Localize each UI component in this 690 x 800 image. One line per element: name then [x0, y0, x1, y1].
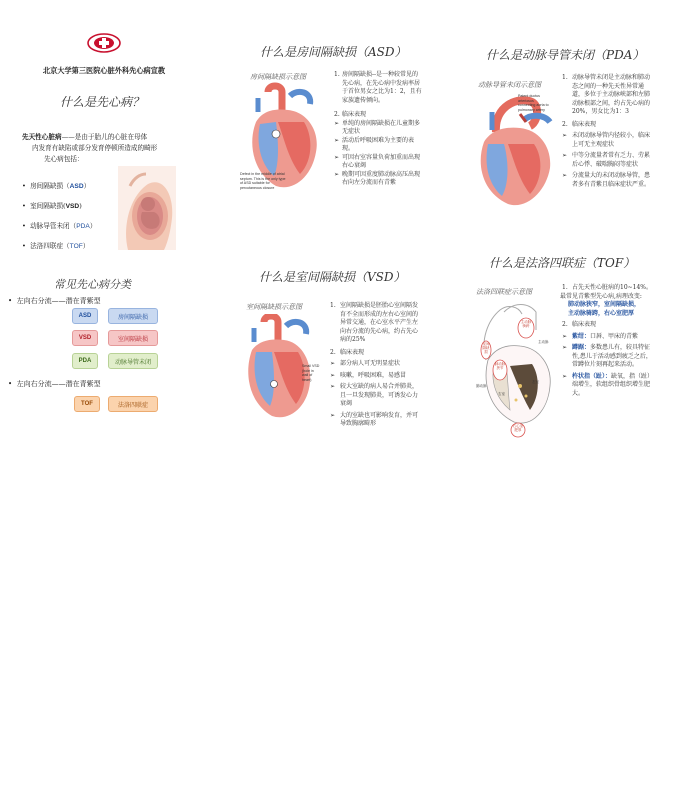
- tof-label-pa: 肺动脉: [476, 384, 487, 388]
- asd-b2: ➢ 活动后呼吸困难为主要的表现。: [334, 136, 415, 152]
- tag-asd: 房间隔缺损: [108, 308, 158, 324]
- asd-b3: ➢ 可因右室容量负荷加重而出现右心衰竭: [334, 153, 421, 169]
- list-item: • 法洛四联症（TOF）: [22, 242, 90, 250]
- logo-icon: [86, 32, 122, 54]
- tof-p1b: 最常见青紫型先心病,病理改变:: [560, 292, 642, 300]
- pda-title: 什么是动脉导管未闭（PDA）: [486, 48, 645, 62]
- group1-label: • 左向右分流——潜在青紫型: [8, 297, 101, 305]
- asd-p1: 1. 房间隔缺损--是一种较常见的先心病，在先心病中发病率居于首位男女之比为1：2，且有家族遗传倾向。: [334, 71, 422, 104]
- tof-caption: 法洛四联症示意图: [476, 288, 532, 296]
- asd-text: [334, 71, 424, 188]
- vsd-b4: ➢ 大的室缺也可影响发育，并可导致胸廓畸形: [330, 411, 419, 427]
- vsd-caption: 室间隔缺损示意图: [246, 303, 302, 311]
- pda-p1: 1. 动脉导管未闭是主动脉和肺动态之间的一种先天性异常通道，多位于主动脉峡部和左肺动脉根部之间，约占先心病的20%，男女比为1：3: [562, 74, 651, 115]
- asd-title: 什么是房间隔缺损（ASD）: [260, 45, 407, 59]
- badge-pda: PDA: [72, 353, 98, 369]
- tof-label-rv: 右室: [498, 392, 505, 396]
- asd-caption: 房间隔缺损示意图: [250, 73, 306, 81]
- chd-definition: [22, 132, 172, 165]
- list-item: • 室间隔缺损(VSD): [22, 202, 82, 210]
- tof-label-rv-hypertrophy: 右心室肥厚: [512, 424, 524, 432]
- group2-label: • 左向右分流——潜在青紫型: [8, 380, 101, 388]
- def-line2: 内发育有缺陷或部分发育停顿所造成的畸形: [32, 144, 158, 152]
- hospital-name: 北京大学第三医院心脏外科先心病宣教: [42, 66, 166, 75]
- tof-p1d: 主动脉骑跨，右心室肥厚: [568, 309, 635, 317]
- list-item: • 动脉导管未闭（PDA）: [22, 222, 97, 230]
- vsd-b2: ➢ 咳嗽，呼吸困难，易感冒: [330, 371, 407, 379]
- tof-label-overriding-aorta: 主动脉骑跨: [520, 320, 532, 328]
- pda-b3: ➢ 分流量大的未闭动脉导管，患者多有青紫且临床症状严重。: [562, 172, 651, 188]
- tof-title: 什么是法洛四联症（TOF）: [489, 256, 636, 270]
- pda-caption: 动脉导管未闭示意图: [478, 81, 541, 89]
- tag-pda: 动脉导管未闭: [108, 353, 158, 369]
- vsd-p1: 1. 室间隔缺损是胚胎心室间隔发育不全而形成的左右心室间的异常交通，在心室水平产生左向右分流的先心病，约占先心病的25%: [330, 302, 419, 343]
- tof-b2: ➢ 蹲踞：多数患儿有，较具特征性,患儿于活动感到疲乏之后，常蹲位片刻再起来活动。: [562, 344, 652, 368]
- asd-b4: ➢ 晚期可因重度肺动脉高压出现右向左分流而有青紫: [334, 170, 421, 186]
- pda-text: [562, 74, 650, 189]
- tof-text: [562, 284, 652, 398]
- tof-label-lv: 左室: [532, 380, 539, 384]
- vsd-title: 什么是室间隔缺损（VSD）: [259, 270, 406, 284]
- badge-vsd: VSD: [72, 330, 98, 346]
- pda-p2: 2. 临床表现: [562, 120, 597, 128]
- tof-heart-diagram: [474, 300, 554, 440]
- asd-p2: 2. 临床表现: [334, 111, 367, 118]
- pda-b2: ➢ 中等分流量者常有乏力、劳累后心悸、破喘胸闷等症状: [562, 152, 651, 168]
- tof-label-aorta: 主动脉: [538, 340, 549, 344]
- fetus-illustration: [118, 166, 176, 250]
- list-item: • 房间隔缺损（ASD）: [22, 182, 91, 190]
- tof-b1: ➢ 紫绀：口唇、甲床的青紫: [562, 332, 639, 340]
- tof-p1: 1. 占先天性心脏病的10~14%。: [562, 284, 652, 291]
- tag-tof: 法洛四联症: [108, 396, 158, 412]
- asd-b1: ➢ 单纯的房间隔缺损在儿童期多无症状: [334, 119, 421, 135]
- tof-b3: ➢ 杵状指（趾）：缺氧，指（趾）端增生，软组织骨组织增生肥大。: [562, 372, 651, 397]
- tag-vsd: 室间隔缺损: [108, 330, 158, 346]
- badge-tof: TOF: [74, 396, 100, 412]
- pda-image-note: Patent ductus arteriosus connecting aorta to pulmonary artery: [518, 94, 549, 112]
- def-term: 先天性心脏病: [22, 133, 62, 141]
- vsd-b1: ➢ 部分病人可无明显症状: [330, 360, 401, 367]
- asd-image-note: Defect in the middle of atrial septum. This is the only type of ASD suitable for percutaneous closure: [240, 172, 286, 190]
- vsd-image-note: Small VSD (hole in wall of heart): [302, 364, 320, 382]
- tof-p2: 2. 临床表现: [562, 321, 597, 328]
- chd-title: 什么是先心病？: [60, 95, 145, 109]
- badge-asd: ASD: [72, 308, 98, 324]
- def-line3: 先心病包括：: [44, 155, 84, 163]
- def-rest: ——是由于胎儿的心脏在母体: [61, 133, 148, 141]
- vsd-b3: ➢ 较大室缺的病人易合并肺炎，且一旦发现肺炎，可诱发心力衰竭: [330, 383, 419, 407]
- pda-b1: ➢ 未闭动脉导管内径较小，临床上可无主观症状: [562, 132, 651, 148]
- vsd-text: [330, 302, 418, 429]
- classification-title: 常见先心病分类: [54, 278, 131, 291]
- tof-label-vsd: 室间隔缺损: [482, 342, 490, 354]
- tof-p1c: 肺动脉狭窄，室间隔缺损，: [568, 301, 641, 308]
- tof-label-pulmonary-stenosis: 肺动脉狭窄: [494, 362, 506, 370]
- hospital-logo: [86, 32, 122, 54]
- vsd-p2: 2. 临床表现: [330, 348, 365, 356]
